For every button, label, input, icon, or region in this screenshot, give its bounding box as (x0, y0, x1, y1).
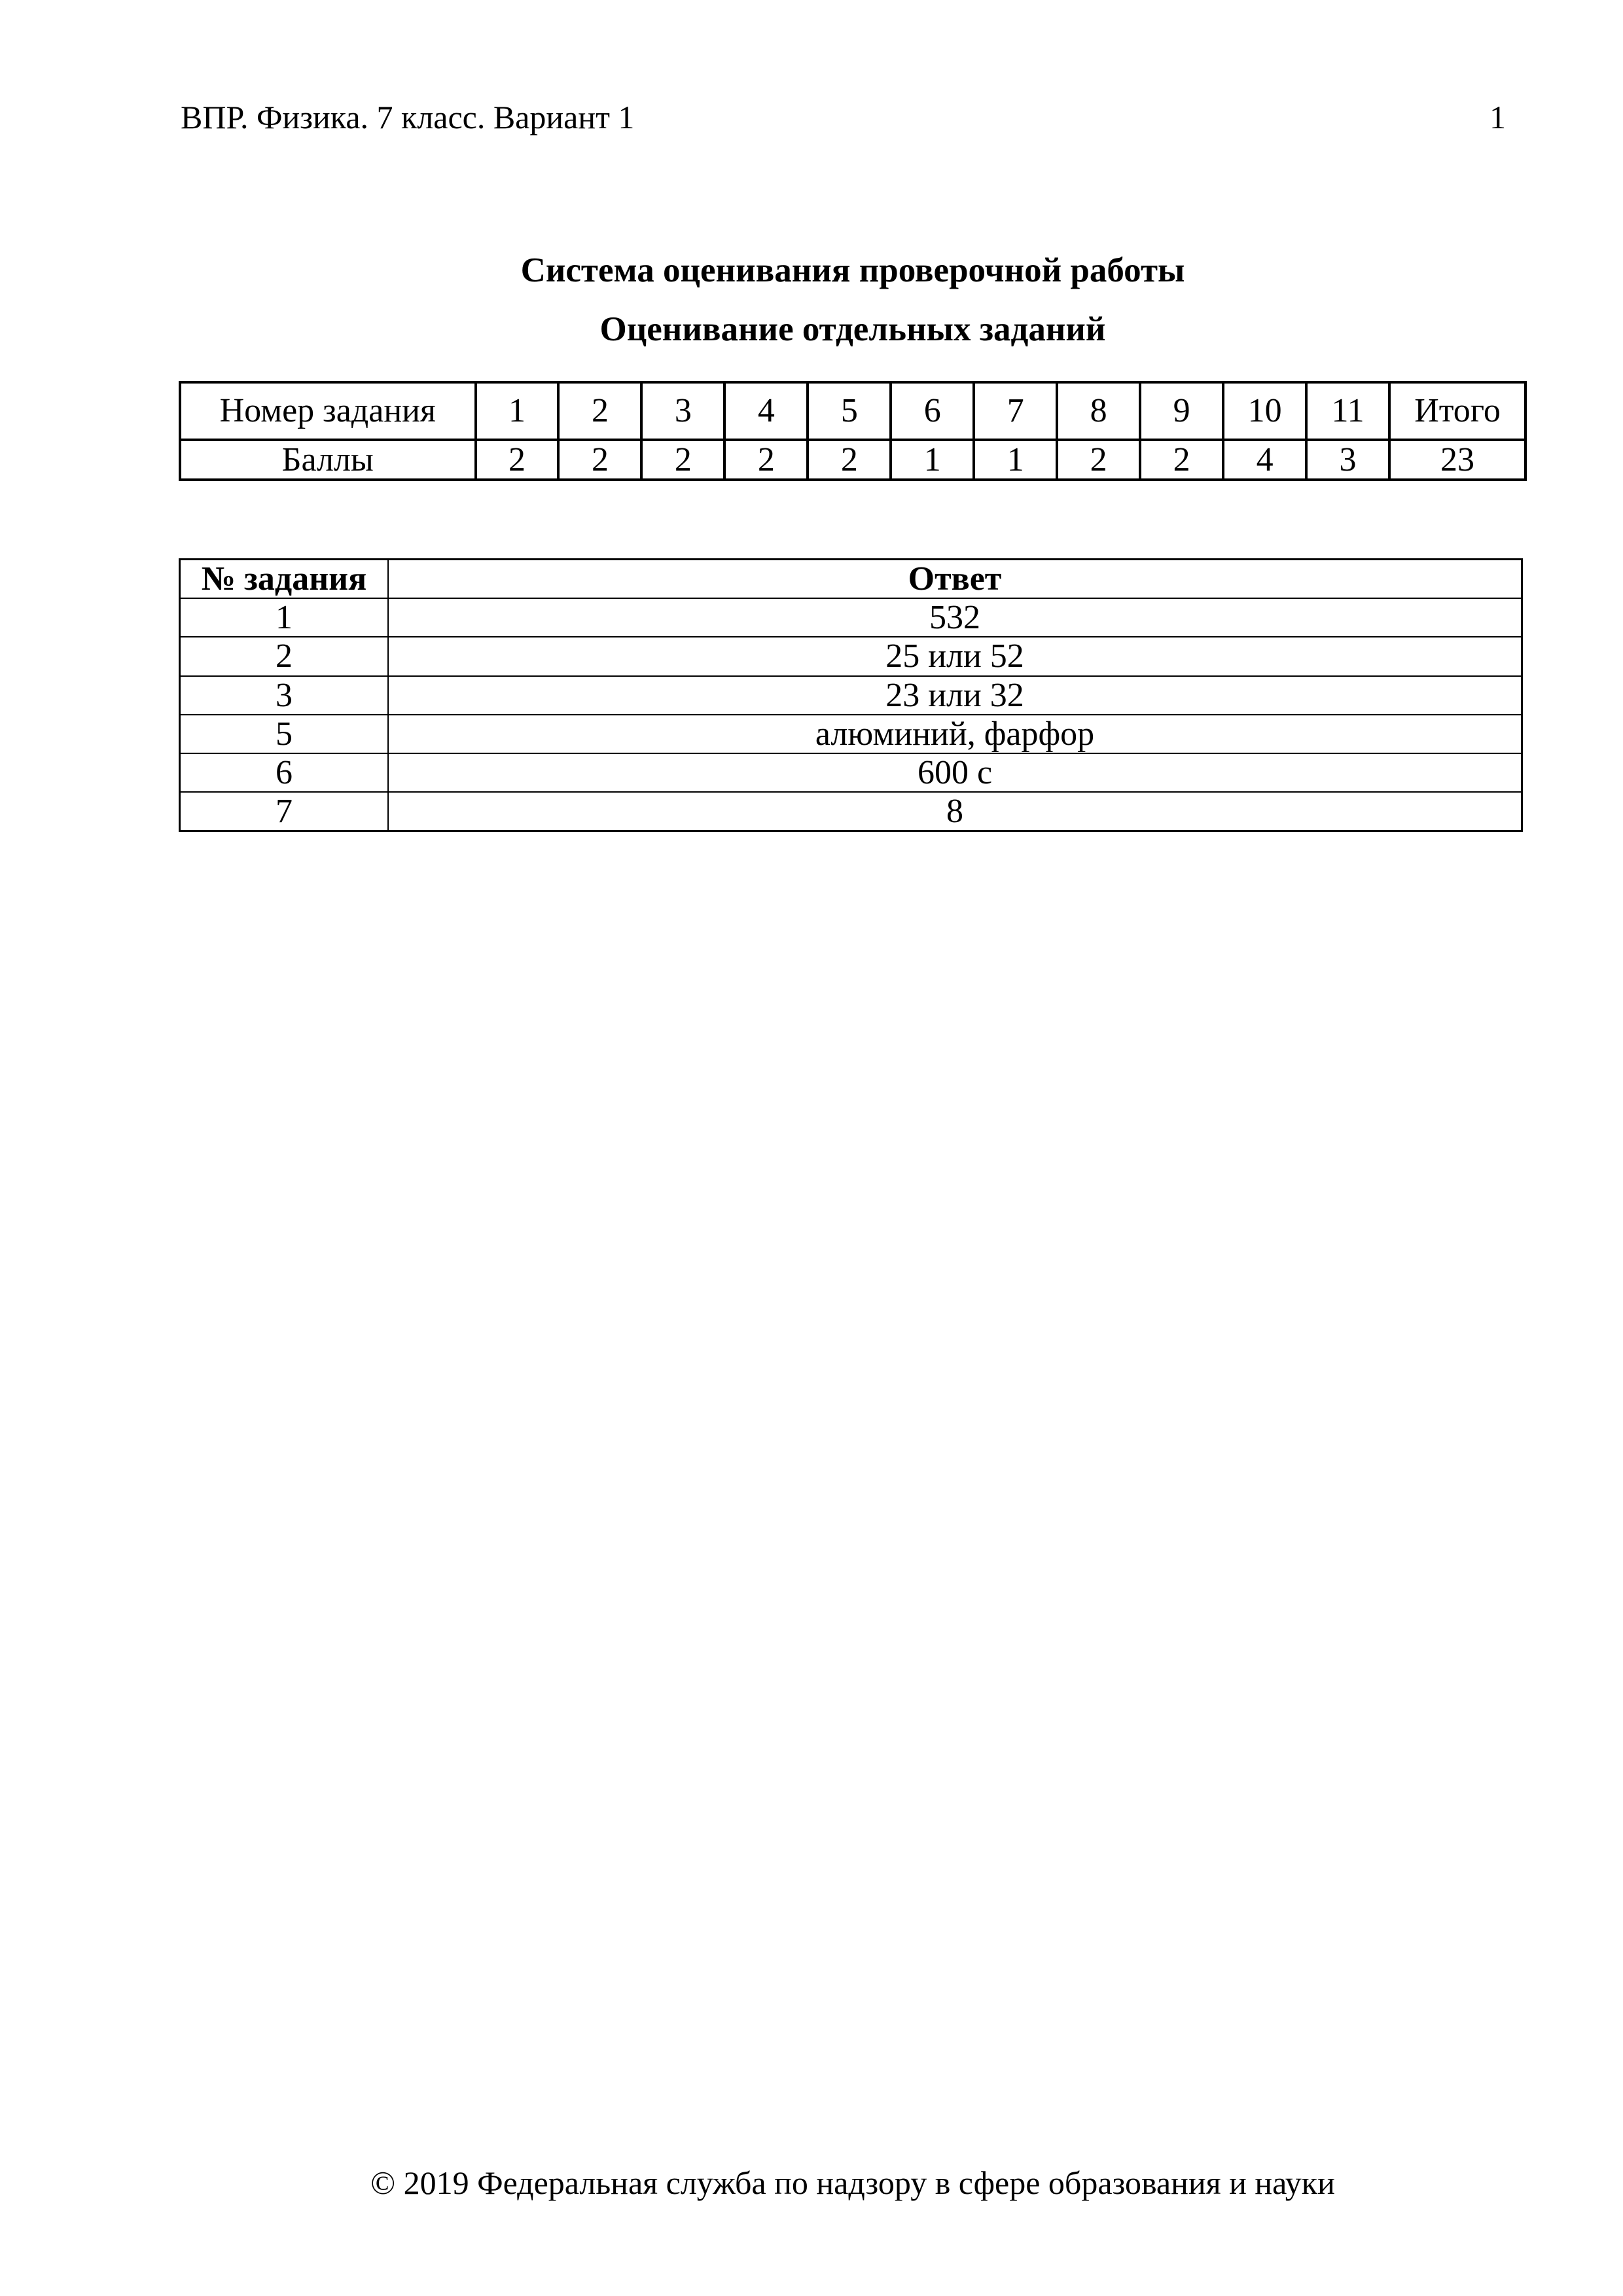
table-row (180, 637, 1522, 675)
task-cell: 1 (180, 598, 389, 637)
points-cell: 4 (1223, 440, 1306, 480)
points-cell: 1 (891, 440, 974, 480)
copyright-footer: © 2019 Федеральная служба по надзору в сфере образования и науки (370, 2164, 1335, 2201)
points-cell: 2 (558, 440, 641, 480)
answer-cell: 600 с (388, 753, 1522, 792)
points-cell: 2 (1140, 440, 1223, 480)
task-number-cell: 9 (1140, 382, 1223, 440)
scoring-row1-label: Номер задания (180, 382, 476, 440)
page-title: Система оценивания проверочной работы (520, 251, 1185, 289)
task-cell: 5 (180, 715, 389, 753)
task-cell: 2 (180, 637, 389, 675)
total-label-cell: Итого (1389, 382, 1525, 440)
answers-table (179, 558, 1523, 832)
points-cell: 2 (476, 440, 559, 480)
table-row (180, 440, 1525, 480)
scoring-table-container (179, 381, 1527, 481)
points-cell: 2 (724, 440, 808, 480)
task-number-cell: 3 (641, 382, 724, 440)
table-row (180, 792, 1522, 831)
answer-cell: 8 (388, 792, 1522, 831)
table-row (180, 753, 1522, 792)
answer-cell: алюминий, фарфор (388, 715, 1522, 753)
table-header-row (180, 560, 1522, 599)
task-number-cell: 11 (1306, 382, 1389, 440)
points-cell: 1 (974, 440, 1057, 480)
points-cell: 2 (641, 440, 724, 480)
total-points-cell: 23 (1389, 440, 1525, 480)
table-row (180, 598, 1522, 637)
page-number: 1 (1489, 99, 1506, 135)
task-cell: 6 (180, 753, 389, 792)
scoring-table (179, 381, 1527, 481)
task-number-cell: 10 (1223, 382, 1306, 440)
task-number-cell: 7 (974, 382, 1057, 440)
answers-table-container (179, 558, 1523, 832)
points-cell: 2 (808, 440, 891, 480)
table-row (180, 382, 1525, 440)
table-row (180, 676, 1522, 715)
running-header (181, 99, 1527, 135)
answers-col1-header: № задания (180, 560, 389, 599)
task-number-cell: 6 (891, 382, 974, 440)
answer-cell: 25 или 52 (388, 637, 1522, 675)
task-number-cell: 4 (724, 382, 808, 440)
task-number-cell: 8 (1057, 382, 1140, 440)
points-cell: 3 (1306, 440, 1389, 480)
task-cell: 3 (180, 676, 389, 715)
scoring-row2-label: Баллы (180, 440, 476, 480)
task-number-cell: 1 (476, 382, 559, 440)
answer-cell: 532 (388, 598, 1522, 637)
table-row (180, 715, 1522, 753)
task-number-cell: 5 (808, 382, 891, 440)
running-header-title: ВПР. Физика. 7 класс. Вариант 1 (181, 99, 635, 135)
task-number-cell: 2 (558, 382, 641, 440)
task-cell: 7 (180, 792, 389, 831)
answers-col2-header: Ответ (388, 560, 1522, 599)
points-cell: 2 (1057, 440, 1140, 480)
answer-cell: 23 или 32 (388, 676, 1522, 715)
page-subtitle: Оценивание отдельных заданий (599, 310, 1106, 348)
